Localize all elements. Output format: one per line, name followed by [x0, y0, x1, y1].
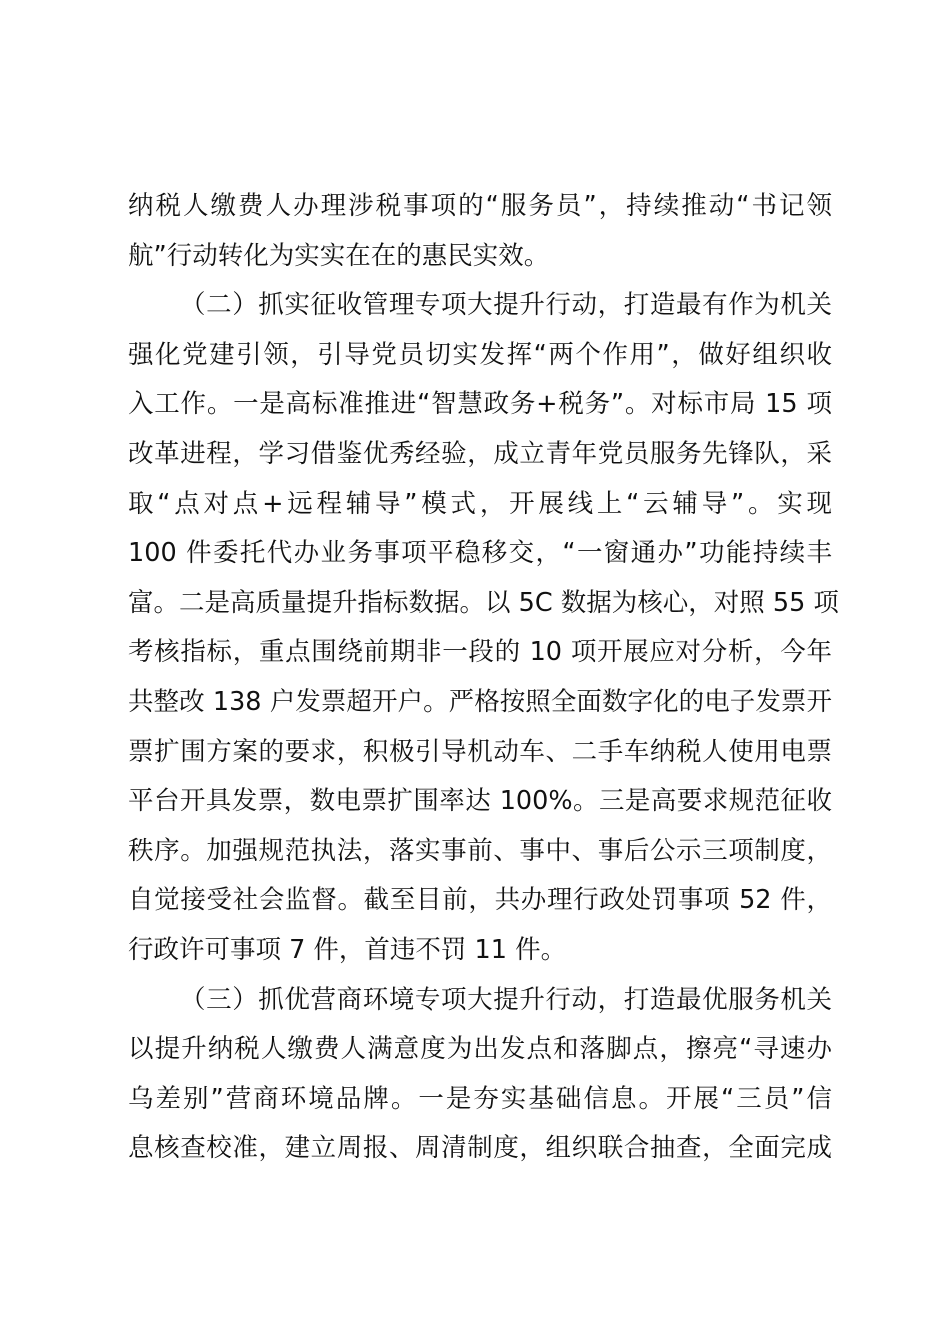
section-heading-line: （二）抓实征收管理专项大提升行动，打造最有作为机关	[180, 290, 832, 321]
text-line: 平台开具发票，数电票扩围率达 100%。三是高要求规范征收	[128, 786, 832, 817]
text-line: 考核指标，重点围绕前期非一段的 10 项开展应对分析，今年	[128, 637, 832, 668]
text-line: 取“点对点+远程辅导”模式，开展线上“云辅导”。实现	[128, 488, 832, 519]
text-line: 纳税人缴费人办理涉税事项的“服务员”，持续推动“书记领	[128, 191, 832, 221]
text-line: 息核查校准，建立周报、周清制度，组织联合抽查，全面完成	[128, 1133, 832, 1164]
text-line: 航”行动转化为实实在在的惠民实效。	[128, 240, 550, 271]
text-line: 秩序。加强规范执法，落实事前、事中、事后公示三项制度，	[128, 835, 832, 866]
text-line: 富。二是高质量提升指标数据。以 5C 数据为核心，对照 55 项	[128, 587, 839, 618]
text-line: 强化党建引领，引导党员切实发挥“两个作用”，做好组织收	[128, 339, 832, 370]
document-body	[128, 182, 839, 1174]
text-line: 自觉接受社会监督。截至目前，共办理行政处罚事项 52 件，	[128, 885, 832, 916]
text-line: 票扩围方案的要求，积极引导机动车、二手车纳税人使用电票	[128, 736, 832, 767]
text-line: 100 件委托代办业务事项平稳移交，“一窗通办”功能持续丰	[128, 538, 832, 569]
text-line: 行政许可事项 7 件，首违不罚 11 件。	[128, 934, 567, 965]
text-line: 入工作。一是高标准推进“智慧政务+税务”。对标市局 15 项	[128, 389, 832, 420]
section-heading-line: （三）抓优营商环境专项大提升行动，打造最优服务机关	[180, 984, 832, 1015]
text-line: 乌差别”营商环境品牌。一是夯实基础信息。开展“三员”信	[128, 1083, 832, 1114]
text-line: 以提升纳税人缴费人满意度为出发点和落脚点，擦亮“寻速办	[128, 1034, 832, 1065]
text-line: 改革进程，学习借鉴优秀经验，成立青年党员服务先锋队，采	[128, 438, 832, 469]
text-line: 共整改 138 户发票超开户。严格按照全面数字化的电子发票开	[128, 686, 832, 717]
